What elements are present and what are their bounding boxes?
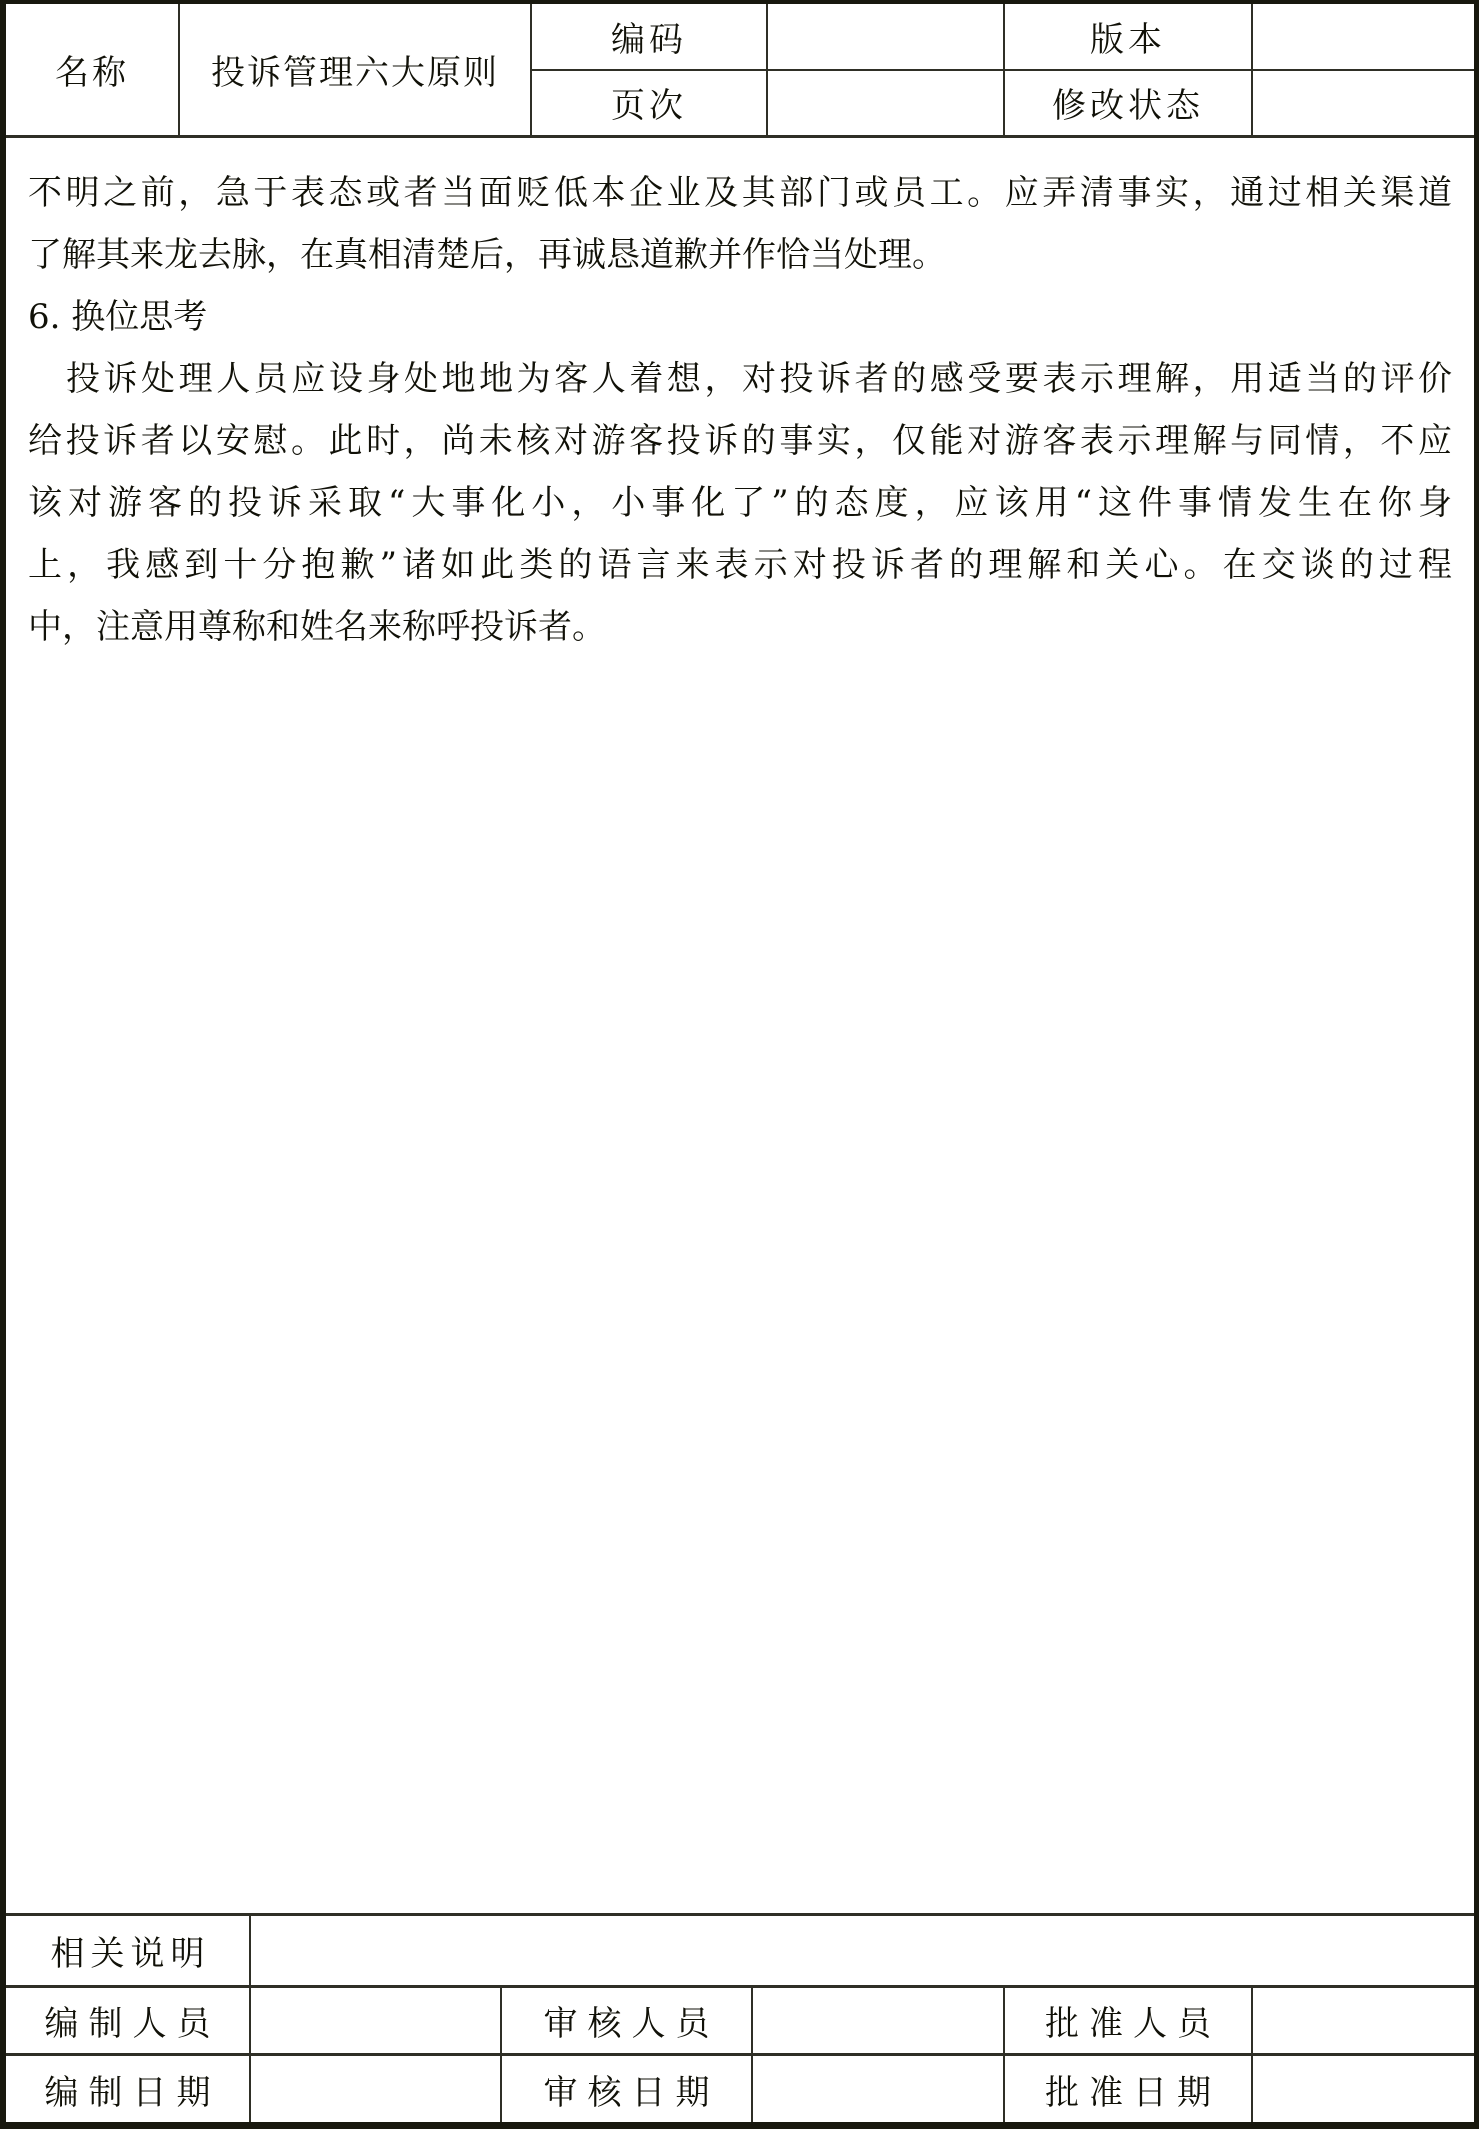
body-line: 该对游客的投诉采取“大事化小，小事化了”的态度，应该用“这件事情发生在你身	[28, 483, 1452, 523]
header-table	[6, 4, 1474, 138]
personnel-row	[6, 1985, 1474, 2053]
body-line: 给投诉者以安慰。此时，尚未核对游客投诉的事实，仅能对游客表示理解与同情，不应	[28, 421, 1452, 461]
dates-row	[6, 2053, 1474, 2122]
header-meta-block	[532, 4, 1474, 135]
revision-status-label: 修改状态	[1005, 71, 1253, 136]
paper	[6, 4, 1474, 2122]
preparer-label: 编制人员	[6, 1988, 251, 2053]
reviewer-value-cell	[753, 1988, 1005, 2053]
body-line: 不明之前，急于表态或者当面贬低本企业及其部门或员工。应弄清事实，通过相关渠道	[28, 173, 1452, 213]
approver-label: 批准人员	[1005, 1988, 1253, 2053]
approver-value-cell	[1253, 1988, 1474, 2053]
header-meta-row-2	[532, 71, 1474, 136]
preparer-value-cell	[251, 1988, 502, 2053]
code-label: 编码	[532, 4, 768, 69]
related-notes-value-cell	[251, 1916, 1474, 1985]
body-line: 投诉处理人员应设身处地地为客人着想，对投诉者的感受要表示理解，用适当的评价	[66, 359, 1452, 399]
related-notes-row	[6, 1913, 1474, 1985]
body-line: 中，注意用尊称和姓名来称呼投诉者。	[28, 607, 606, 647]
body-line: 上，我感到十分抱歉”诸如此类的语言来表示对投诉者的理解和关心。在交谈的过程	[28, 545, 1452, 585]
review-date-value-cell	[753, 2056, 1005, 2122]
name-label: 名称	[6, 4, 180, 135]
preparation-date-value-cell	[251, 2056, 502, 2122]
approval-date-label: 批准日期	[1005, 2056, 1253, 2122]
page-number-value-cell	[768, 71, 1005, 136]
version-value-cell	[1253, 4, 1474, 69]
revision-status-value-cell	[1253, 71, 1474, 136]
preparation-date-label: 编制日期	[6, 2056, 251, 2122]
related-notes-label: 相关说明	[6, 1916, 251, 1985]
reviewer-label: 审核人员	[502, 1988, 753, 2053]
code-value-cell	[768, 4, 1005, 69]
version-label: 版本	[1005, 4, 1253, 69]
page-number-label: 页次	[532, 71, 768, 136]
approval-date-value-cell	[1253, 2056, 1474, 2122]
document-body	[6, 138, 1474, 1913]
section-heading: 6. 换位思考	[28, 297, 208, 337]
header-meta-row-1	[532, 4, 1474, 71]
body-line: 了解其来龙去脉，在真相清楚后，再诚恳道歉并作恰当处理。	[28, 235, 946, 275]
review-date-label: 审核日期	[502, 2056, 753, 2122]
document-title: 投诉管理六大原则	[180, 4, 532, 135]
